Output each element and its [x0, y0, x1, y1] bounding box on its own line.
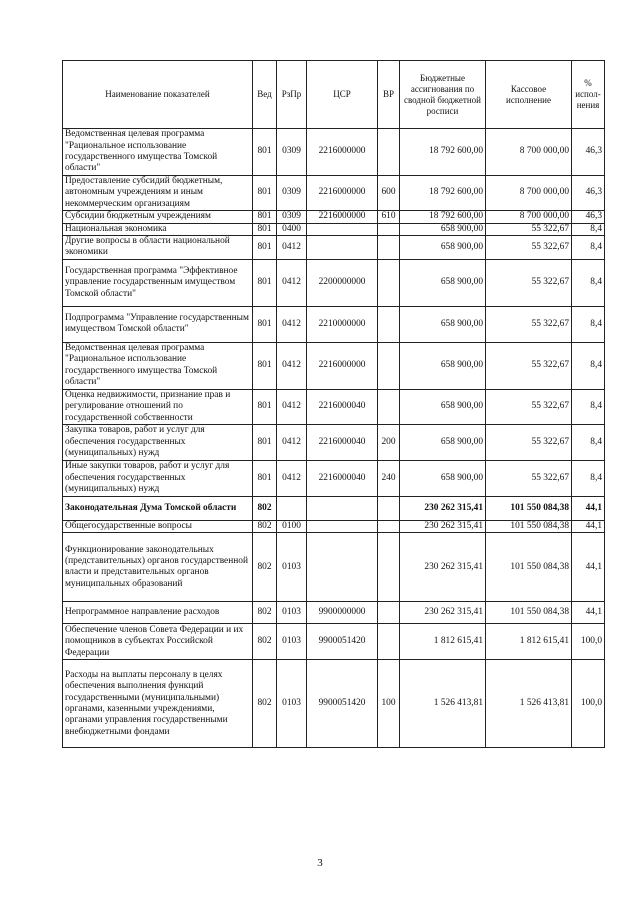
cell-csr: 2216000000 [307, 342, 378, 389]
cell-cash: 55 322,67 [486, 259, 572, 306]
table-row [63, 211, 605, 223]
cell-rzpr: 0309 [277, 129, 307, 176]
table-row [63, 223, 605, 235]
cell-rzpr: 0412 [277, 461, 307, 497]
cell-ved: 802 [253, 533, 277, 602]
cell-name: Иные закупки товаров, работ и услуг для обеспечения государственных (муниципальных) нужд [63, 461, 253, 497]
cell-pct: 44,1 [572, 521, 605, 533]
cell-name: Государственная программа "Эффективное управление государственным имуществом Томской области" [63, 259, 253, 306]
cell-assign: 18 792 600,00 [400, 211, 486, 223]
cell-rzpr: 0412 [277, 389, 307, 424]
cell-ved: 801 [253, 236, 277, 260]
cell-ved: 801 [253, 342, 277, 389]
cell-rzpr: 0412 [277, 425, 307, 461]
page-number: 3 [317, 857, 323, 869]
cell-ved: 802 [253, 521, 277, 533]
cell-csr [307, 223, 378, 235]
table-row [63, 259, 605, 306]
header-percent: % испол-нения [572, 61, 605, 129]
cell-csr: 2216000000 [307, 211, 378, 223]
cell-name: Общегосударственные вопросы [63, 521, 253, 533]
cell-rzpr: 0309 [277, 211, 307, 223]
cell-cash: 101 550 084,38 [486, 521, 572, 533]
table-row [63, 425, 605, 461]
cell-csr: 9900051420 [307, 624, 378, 660]
cell-rzpr: 0103 [277, 660, 307, 748]
cell-csr: 2216000040 [307, 461, 378, 497]
cell-name: Обеспечение членов Совета Федерации и их помощников в субъектах Российской Федерации [63, 624, 253, 660]
table-row [63, 602, 605, 624]
cell-rzpr: 0103 [277, 533, 307, 602]
cell-ved: 801 [253, 425, 277, 461]
cell-pct: 44,1 [572, 497, 605, 521]
cell-ved: 801 [253, 176, 277, 211]
table-row [63, 521, 605, 533]
cell-rzpr: 0412 [277, 342, 307, 389]
cell-assign: 18 792 600,00 [400, 176, 486, 211]
cell-rzpr: 0412 [277, 306, 307, 342]
cell-cash: 55 322,67 [486, 425, 572, 461]
cell-vr [378, 624, 400, 660]
cell-rzpr: 0103 [277, 624, 307, 660]
header-rzpr: РзПр [277, 61, 307, 129]
cell-vr [378, 521, 400, 533]
cell-cash: 1 812 615,41 [486, 624, 572, 660]
cell-rzpr: 0412 [277, 259, 307, 306]
cell-pct: 8,4 [572, 306, 605, 342]
cell-ved: 801 [253, 211, 277, 223]
cell-vr [378, 259, 400, 306]
table-body [63, 129, 605, 748]
cell-vr [378, 342, 400, 389]
cell-cash: 55 322,67 [486, 306, 572, 342]
cell-vr: 240 [378, 461, 400, 497]
cell-csr: 9900051420 [307, 660, 378, 748]
cell-vr [378, 223, 400, 235]
cell-name: Непрограммное направление расходов [63, 602, 253, 624]
cell-rzpr: 0400 [277, 223, 307, 235]
header-name: Наименование показателей [63, 61, 253, 129]
cell-cash: 55 322,67 [486, 389, 572, 424]
table-row [63, 624, 605, 660]
cell-pct: 8,4 [572, 259, 605, 306]
cell-name: Ведомственная целевая программа "Рациональное использование государственного имущества Томской области" [63, 129, 253, 176]
cell-ved: 802 [253, 660, 277, 748]
cell-assign: 230 262 315,41 [400, 602, 486, 624]
table-row [63, 342, 605, 389]
cell-rzpr: 0103 [277, 602, 307, 624]
cell-pct: 46,3 [572, 176, 605, 211]
cell-cash: 101 550 084,38 [486, 602, 572, 624]
cell-csr [307, 236, 378, 260]
cell-vr [378, 129, 400, 176]
table-row [63, 176, 605, 211]
cell-pct: 8,4 [572, 236, 605, 260]
table-row [63, 129, 605, 176]
cell-csr [307, 497, 378, 521]
cell-ved: 802 [253, 602, 277, 624]
header-vr: ВР [378, 61, 400, 129]
cell-vr [378, 389, 400, 424]
cell-pct: 8,4 [572, 223, 605, 235]
cell-cash: 8 700 000,00 [486, 176, 572, 211]
header-ved: Вед [253, 61, 277, 129]
budget-table [62, 60, 605, 748]
cell-ved: 801 [253, 461, 277, 497]
cell-cash: 8 700 000,00 [486, 211, 572, 223]
cell-pct: 8,4 [572, 389, 605, 424]
cell-name: Другие вопросы в области национальной экономики [63, 236, 253, 260]
table-row [63, 389, 605, 424]
cell-ved: 801 [253, 129, 277, 176]
cell-vr [378, 602, 400, 624]
cell-assign: 658 900,00 [400, 425, 486, 461]
cell-pct: 44,1 [572, 533, 605, 602]
table-row [63, 461, 605, 497]
cell-assign: 658 900,00 [400, 259, 486, 306]
cell-assign: 1 812 615,41 [400, 624, 486, 660]
table-row [63, 497, 605, 521]
table-header-row [63, 61, 605, 129]
table-row [63, 660, 605, 748]
cell-csr [307, 533, 378, 602]
cell-rzpr: 0100 [277, 521, 307, 533]
cell-assign: 230 262 315,41 [400, 497, 486, 521]
cell-vr: 610 [378, 211, 400, 223]
cell-assign: 230 262 315,41 [400, 533, 486, 602]
cell-pct: 46,3 [572, 211, 605, 223]
cell-cash: 55 322,67 [486, 223, 572, 235]
cell-csr [307, 521, 378, 533]
cell-name: Национальная экономика [63, 223, 253, 235]
cell-vr [378, 533, 400, 602]
cell-name: Ведомственная целевая программа "Рациональное использование государственного имущества Томской области" [63, 342, 253, 389]
cell-csr: 2216000040 [307, 389, 378, 424]
cell-ved: 801 [253, 259, 277, 306]
cell-name: Подпрограмма "Управление государственным имуществом Томской области" [63, 306, 253, 342]
cell-assign: 18 792 600,00 [400, 129, 486, 176]
cell-assign: 1 526 413,81 [400, 660, 486, 748]
cell-vr [378, 236, 400, 260]
cell-ved: 801 [253, 223, 277, 235]
cell-pct: 100,0 [572, 660, 605, 748]
cell-rzpr: 0309 [277, 176, 307, 211]
cell-cash: 8 700 000,00 [486, 129, 572, 176]
cell-ved: 802 [253, 624, 277, 660]
cell-assign: 658 900,00 [400, 342, 486, 389]
cell-assign: 658 900,00 [400, 461, 486, 497]
cell-vr: 100 [378, 660, 400, 748]
cell-name: Расходы на выплаты персоналу в целях обеспечения выполнения функций государственными (муниципальными) органами, казенными учреждениями, органами управления государственными внебюджетными фондами [63, 660, 253, 748]
cell-name: Субсидии бюджетным учреждениям [63, 211, 253, 223]
header-assignments: Бюджетные ассигнования по сводной бюджетной росписи [400, 61, 486, 129]
cell-pct: 8,4 [572, 425, 605, 461]
cell-cash: 55 322,67 [486, 342, 572, 389]
cell-rzpr: 0412 [277, 236, 307, 260]
cell-vr [378, 497, 400, 521]
cell-assign: 658 900,00 [400, 236, 486, 260]
cell-cash: 101 550 084,38 [486, 497, 572, 521]
cell-name: Законодательная Дума Томской области [63, 497, 253, 521]
cell-cash: 55 322,67 [486, 236, 572, 260]
cell-csr: 2216000000 [307, 129, 378, 176]
cell-ved: 801 [253, 306, 277, 342]
cell-csr: 2210000000 [307, 306, 378, 342]
cell-csr: 9900000000 [307, 602, 378, 624]
cell-name: Закупка товаров, работ и услуг для обеспечения государственных (муниципальных) нужд [63, 425, 253, 461]
header-csr: ЦСР [307, 61, 378, 129]
cell-csr: 2216000040 [307, 425, 378, 461]
cell-name: Предоставление субсидий бюджетным, автономным учреждениям и иным некоммерческим организациям [63, 176, 253, 211]
cell-assign: 658 900,00 [400, 306, 486, 342]
cell-cash: 1 526 413,81 [486, 660, 572, 748]
cell-assign: 658 900,00 [400, 223, 486, 235]
cell-pct: 8,4 [572, 342, 605, 389]
cell-csr: 2200000000 [307, 259, 378, 306]
table-row [63, 306, 605, 342]
cell-vr [378, 306, 400, 342]
header-cash-execution: Кассовое исполнение [486, 61, 572, 129]
table-row [63, 236, 605, 260]
cell-assign: 658 900,00 [400, 389, 486, 424]
cell-pct: 46,3 [572, 129, 605, 176]
cell-pct: 100,0 [572, 624, 605, 660]
cell-pct: 8,4 [572, 461, 605, 497]
cell-pct: 44,1 [572, 602, 605, 624]
cell-vr: 600 [378, 176, 400, 211]
cell-cash: 55 322,67 [486, 461, 572, 497]
cell-vr: 200 [378, 425, 400, 461]
cell-name: Оценка недвижимости, признание прав и регулирование отношений по государственной собственности [63, 389, 253, 424]
table-row [63, 533, 605, 602]
cell-name: Функционирование законодательных (представительных) органов государственной власти и представительных органов муниципальных образований [63, 533, 253, 602]
cell-csr: 2216000000 [307, 176, 378, 211]
cell-cash: 101 550 084,38 [486, 533, 572, 602]
cell-ved: 801 [253, 389, 277, 424]
cell-ved: 802 [253, 497, 277, 521]
cell-rzpr [277, 497, 307, 521]
cell-assign: 230 262 315,41 [400, 521, 486, 533]
